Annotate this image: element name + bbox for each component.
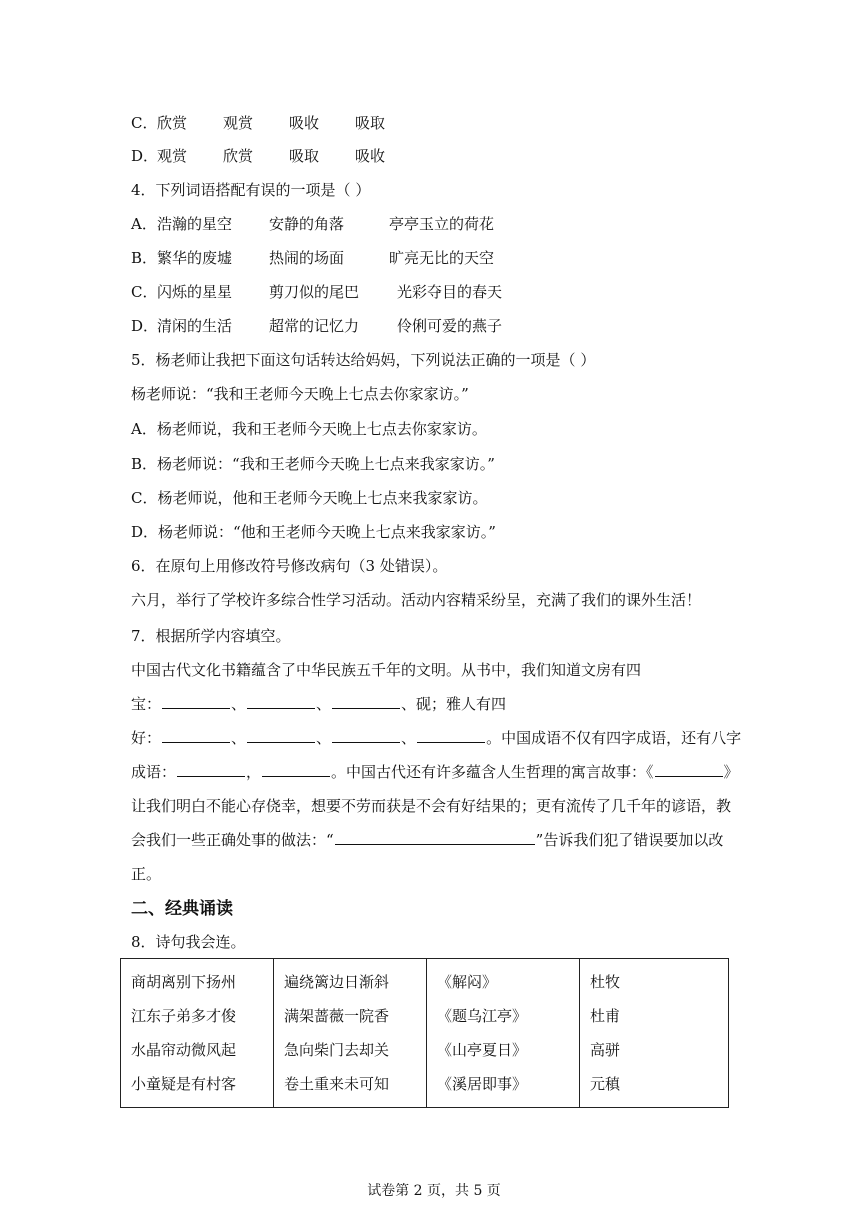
list-item: 商胡离别下扬州 [131,973,237,991]
list-item: 卷土重来未可知 [284,1075,390,1093]
q7-line1: 中国古代文化书籍蕴含了中华民族五千年的文明。从书中，我们知道文房有四 [131,661,642,679]
q4-option-c: C．闪烁的星星 剪刀似的尾巴 光彩夺目的春天 [131,283,503,301]
q7-stem: 7．根据所学内容填空。 [131,627,291,645]
q4-stem: 4．下列词语搭配有误的一项是（ ） [131,181,371,199]
list-item: 《山亭夏日》 [437,1041,528,1059]
poem-column-titles [427,959,580,1108]
fill-blank[interactable] [162,728,230,743]
q7-line7: 正。 [131,865,162,883]
q7-line5: 让我们明白不能心存侥幸，想要不劳而获是不会有好结果的；更有流传了几千年的谚语，教 [131,797,732,815]
q3-option-c: C．欣赏 观赏 吸收 吸取 [131,114,386,132]
q5-option-c: C．杨老师说，他和王老师今天晚上七点来我家家访。 [131,489,488,507]
list-item: 遍绕篱边日渐斜 [284,973,390,991]
fill-blank[interactable] [162,694,230,709]
q5-option-d: D．杨老师说：“他和王老师今天晚上七点来我家家访。” [131,523,496,541]
fill-blank[interactable] [247,728,315,743]
q7-line3: 好： 、 、 、 。中国成语不仅有四字成语，还有八字 [131,729,742,747]
q5-stem: 5．杨老师让我把下面这句话转达给妈妈，下列说法正确的一项是（ ） [131,351,596,369]
fill-blank[interactable] [247,694,315,709]
q5-option-b: B．杨老师说：“我和王老师今天晚上七点来我家家访。” [131,455,495,473]
fill-blank[interactable] [332,728,400,743]
q4-option-d: D．清闲的生活 超常的记忆力 伶俐可爱的燕子 [131,317,503,335]
q7-line6: 会我们一些正确处事的做法：“ ”告诉我们犯了错误要加以改 [131,831,724,849]
list-item: 急向柴门去却关 [284,1041,390,1059]
fill-blank[interactable] [655,762,723,777]
list-item: 江东子弟多才俊 [131,1007,237,1025]
q6-stem: 6．在原句上用修改符号修改病句（3 处错误）。 [131,557,448,575]
section-title: 二、经典诵读 [131,899,233,919]
q8-stem: 8．诗句我会连。 [131,933,246,951]
q3-option-d: D．观赏 欣赏 吸取 吸收 [131,147,386,165]
fill-blank[interactable] [177,762,245,777]
poem-column-authors [580,959,729,1108]
list-item: 《溪居即事》 [437,1075,528,1093]
list-item: 杜牧 [590,973,621,991]
list-item: 水晶帘动微风起 [131,1041,237,1059]
q6-sentence: 六月，举行了学校许多综合性学习活动。活动内容精采纷呈，充满了我们的课外生活！ [131,591,702,609]
page-footer: 试卷第 2 页，共 5 页 [367,1183,501,1199]
list-item: 小童疑是有村客 [131,1075,237,1093]
q7-line4: 成语： ， 。中国古代还有许多蕴含人生哲理的寓言故事：《 》 [131,763,739,781]
fill-blank[interactable] [335,830,535,845]
list-item: 满架蔷薇一院香 [284,1007,390,1025]
poem-column-first-lines [121,959,274,1108]
fill-blank[interactable] [417,728,485,743]
poem-column-second-lines [274,959,427,1108]
list-item: 杜甫 [590,1007,621,1025]
list-item: 《解闷》 [437,973,498,991]
q5-quote: 杨老师说：“我和王老师今天晚上七点去你家家访。” [131,385,469,403]
q4-option-b: B．繁华的废墟 热闹的场面 旷亮无比的天空 [131,249,495,267]
q7-line2: 宝： 、 、 、砚；雅人有四 [131,695,507,713]
q4-option-a: A．浩瀚的星空 安静的角落 亭亭玉立的荷花 [131,215,495,233]
list-item: 《题乌江亭》 [437,1007,528,1025]
q5-option-a: A．杨老师说，我和王老师今天晚上七点去你家家访。 [131,420,487,438]
fill-blank[interactable] [332,694,400,709]
list-item: 高骈 [590,1041,621,1059]
fill-blank[interactable] [262,762,330,777]
poem-matching-table [120,958,729,1108]
list-item: 元稹 [590,1075,621,1093]
